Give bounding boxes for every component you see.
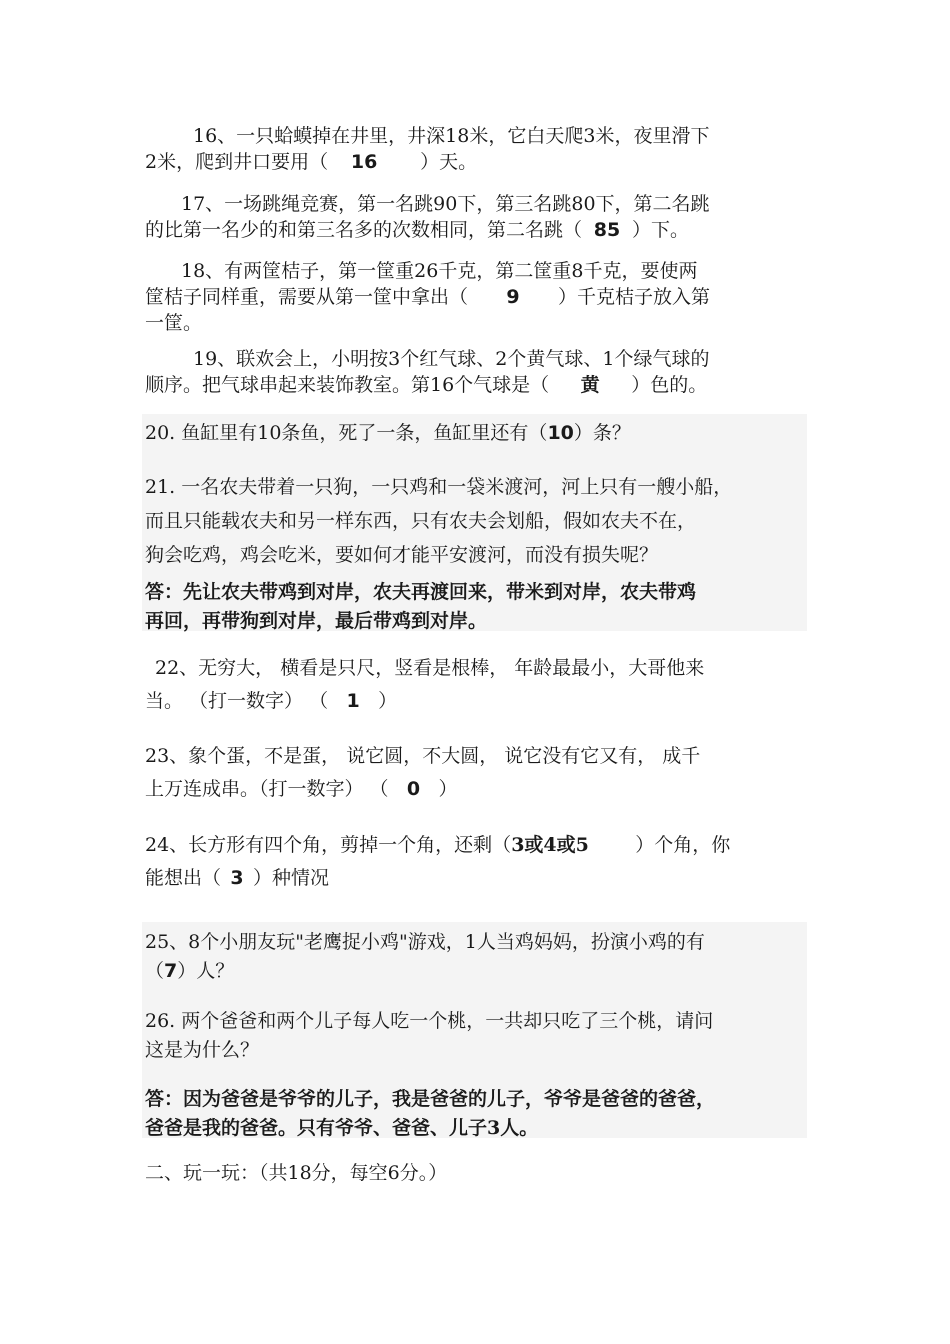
question-21-line1: 21. 一名农夫带着一只狗，一只鸡和一袋米渡河，河上只有一艘小船， bbox=[145, 476, 733, 498]
question-26 bbox=[145, 1007, 810, 1065]
question-22-line2: 当。 （打一数字） （ 1 ） bbox=[145, 685, 810, 718]
answer-21 bbox=[145, 578, 810, 636]
answer-24-a: 3或4或5 bbox=[511, 834, 589, 856]
question-16-line2: 2米，爬到井口要用（ 16 ）天。 bbox=[145, 151, 478, 173]
answer-17: 85 bbox=[593, 219, 621, 241]
question-18 bbox=[145, 258, 810, 336]
answer-26-line1: 答：因为爸爸是爷爷的儿子，我是爸爸的儿子，爷爷是爸爸的爸爸， bbox=[145, 1088, 716, 1110]
answer-26-line2: 爸爸是我的爸爸。只有爷爷、爸爸、儿子3人。 bbox=[145, 1117, 539, 1139]
question-23-line1: 23、象个蛋，不是蛋， 说它圆，不大圆， 说它没有它又有， 成千 bbox=[145, 745, 701, 767]
question-25 bbox=[145, 928, 810, 986]
question-21-line2: 而且只能载农夫和另一样东西，只有农夫会划船，假如农夫不在， bbox=[145, 510, 697, 532]
answer-24-b: 3 bbox=[230, 867, 244, 889]
question-19-line1: 19、联欢会上，小明按3个红气球、2个黄气球、1个绿气球的 bbox=[193, 348, 710, 370]
question-23-line2: 上万连成串。（打一数字） （ 0 ） bbox=[145, 773, 810, 806]
question-25-line2: （7）人？ bbox=[145, 960, 235, 982]
section-2-title: 二、玩一玩：（共18分，每空6分。） bbox=[145, 1162, 448, 1184]
answer-26 bbox=[145, 1085, 815, 1143]
answer-18: 9 bbox=[506, 286, 520, 308]
question-18-line2: 筐桔子同样重，需要从第一筐中拿出（ 9 ）千克桔子放入第 bbox=[145, 286, 711, 308]
question-20: 20. 鱼缸里有10条鱼，死了一条，鱼缸里还有（10）条？ bbox=[145, 422, 631, 444]
question-26-line1: 26. 两个爸爸和两个儿子每人吃一个桃，一共却只吃了三个桃，请问 bbox=[145, 1010, 714, 1032]
question-18-line1: 18、有两筐桔子，第一筐重26千克，第二筐重8千克，要使两 bbox=[181, 260, 698, 282]
question-21 bbox=[145, 470, 825, 572]
question-21-line3: 狗会吃鸡，鸡会吃米，要如何才能平安渡河，而没有损失呢？ bbox=[145, 544, 659, 566]
question-17-line1: 17、一场跳绳竞赛，第一名跳90下，第三名跳80下，第二名跳 bbox=[181, 193, 710, 215]
question-24-line1: 24、长方形有四个角，剪掉一个角，还剩（3或4或5 ）个角，你 bbox=[145, 829, 810, 862]
question-24-line2: 能想出（ 3 ）种情况 bbox=[145, 862, 810, 895]
question-22-line1: 22、无穷大， 横看是只尺，竖看是根棒， 年龄最最小，大哥他来 bbox=[155, 657, 705, 679]
question-16 bbox=[145, 123, 810, 175]
question-26-line2: 这是为什么？ bbox=[145, 1039, 260, 1061]
question-23 bbox=[145, 740, 810, 806]
answer-20: 10 bbox=[547, 422, 574, 444]
answer-23: 0 bbox=[406, 778, 421, 800]
question-18-line3: 一筐。 bbox=[145, 312, 203, 334]
question-19 bbox=[145, 346, 810, 398]
answer-25: 7 bbox=[164, 960, 178, 982]
question-19-line2: 顺序。把气球串起来装饰教室。第16个气球是（ 黄 ）色的。 bbox=[145, 374, 708, 396]
answer-21-line1: 答：先让农夫带鸡到对岸，农夫再渡回来，带米到对岸，农夫带鸡 bbox=[145, 581, 697, 603]
question-17 bbox=[145, 191, 810, 243]
answer-22: 1 bbox=[346, 690, 360, 712]
question-24 bbox=[145, 829, 810, 895]
question-17-line2: 的比第一名少的和第三名多的次数相同，第二名跳（ 85 ）下。 bbox=[145, 219, 690, 241]
question-25-line1: 25、8个小朋友玩"老鹰捉小鸡"游戏，1人当鸡妈妈，扮演小鸡的有 bbox=[145, 931, 705, 953]
answer-21-line2: 再回，再带狗到对岸，最后带鸡到对岸。 bbox=[145, 610, 488, 632]
answer-16: 16 bbox=[350, 151, 378, 173]
question-16-line1: 16、一只蛤蟆掉在井里，井深18米，它白天爬3米，夜里滑下 bbox=[193, 125, 710, 147]
question-22 bbox=[145, 652, 810, 718]
answer-19: 黄 bbox=[580, 374, 600, 396]
